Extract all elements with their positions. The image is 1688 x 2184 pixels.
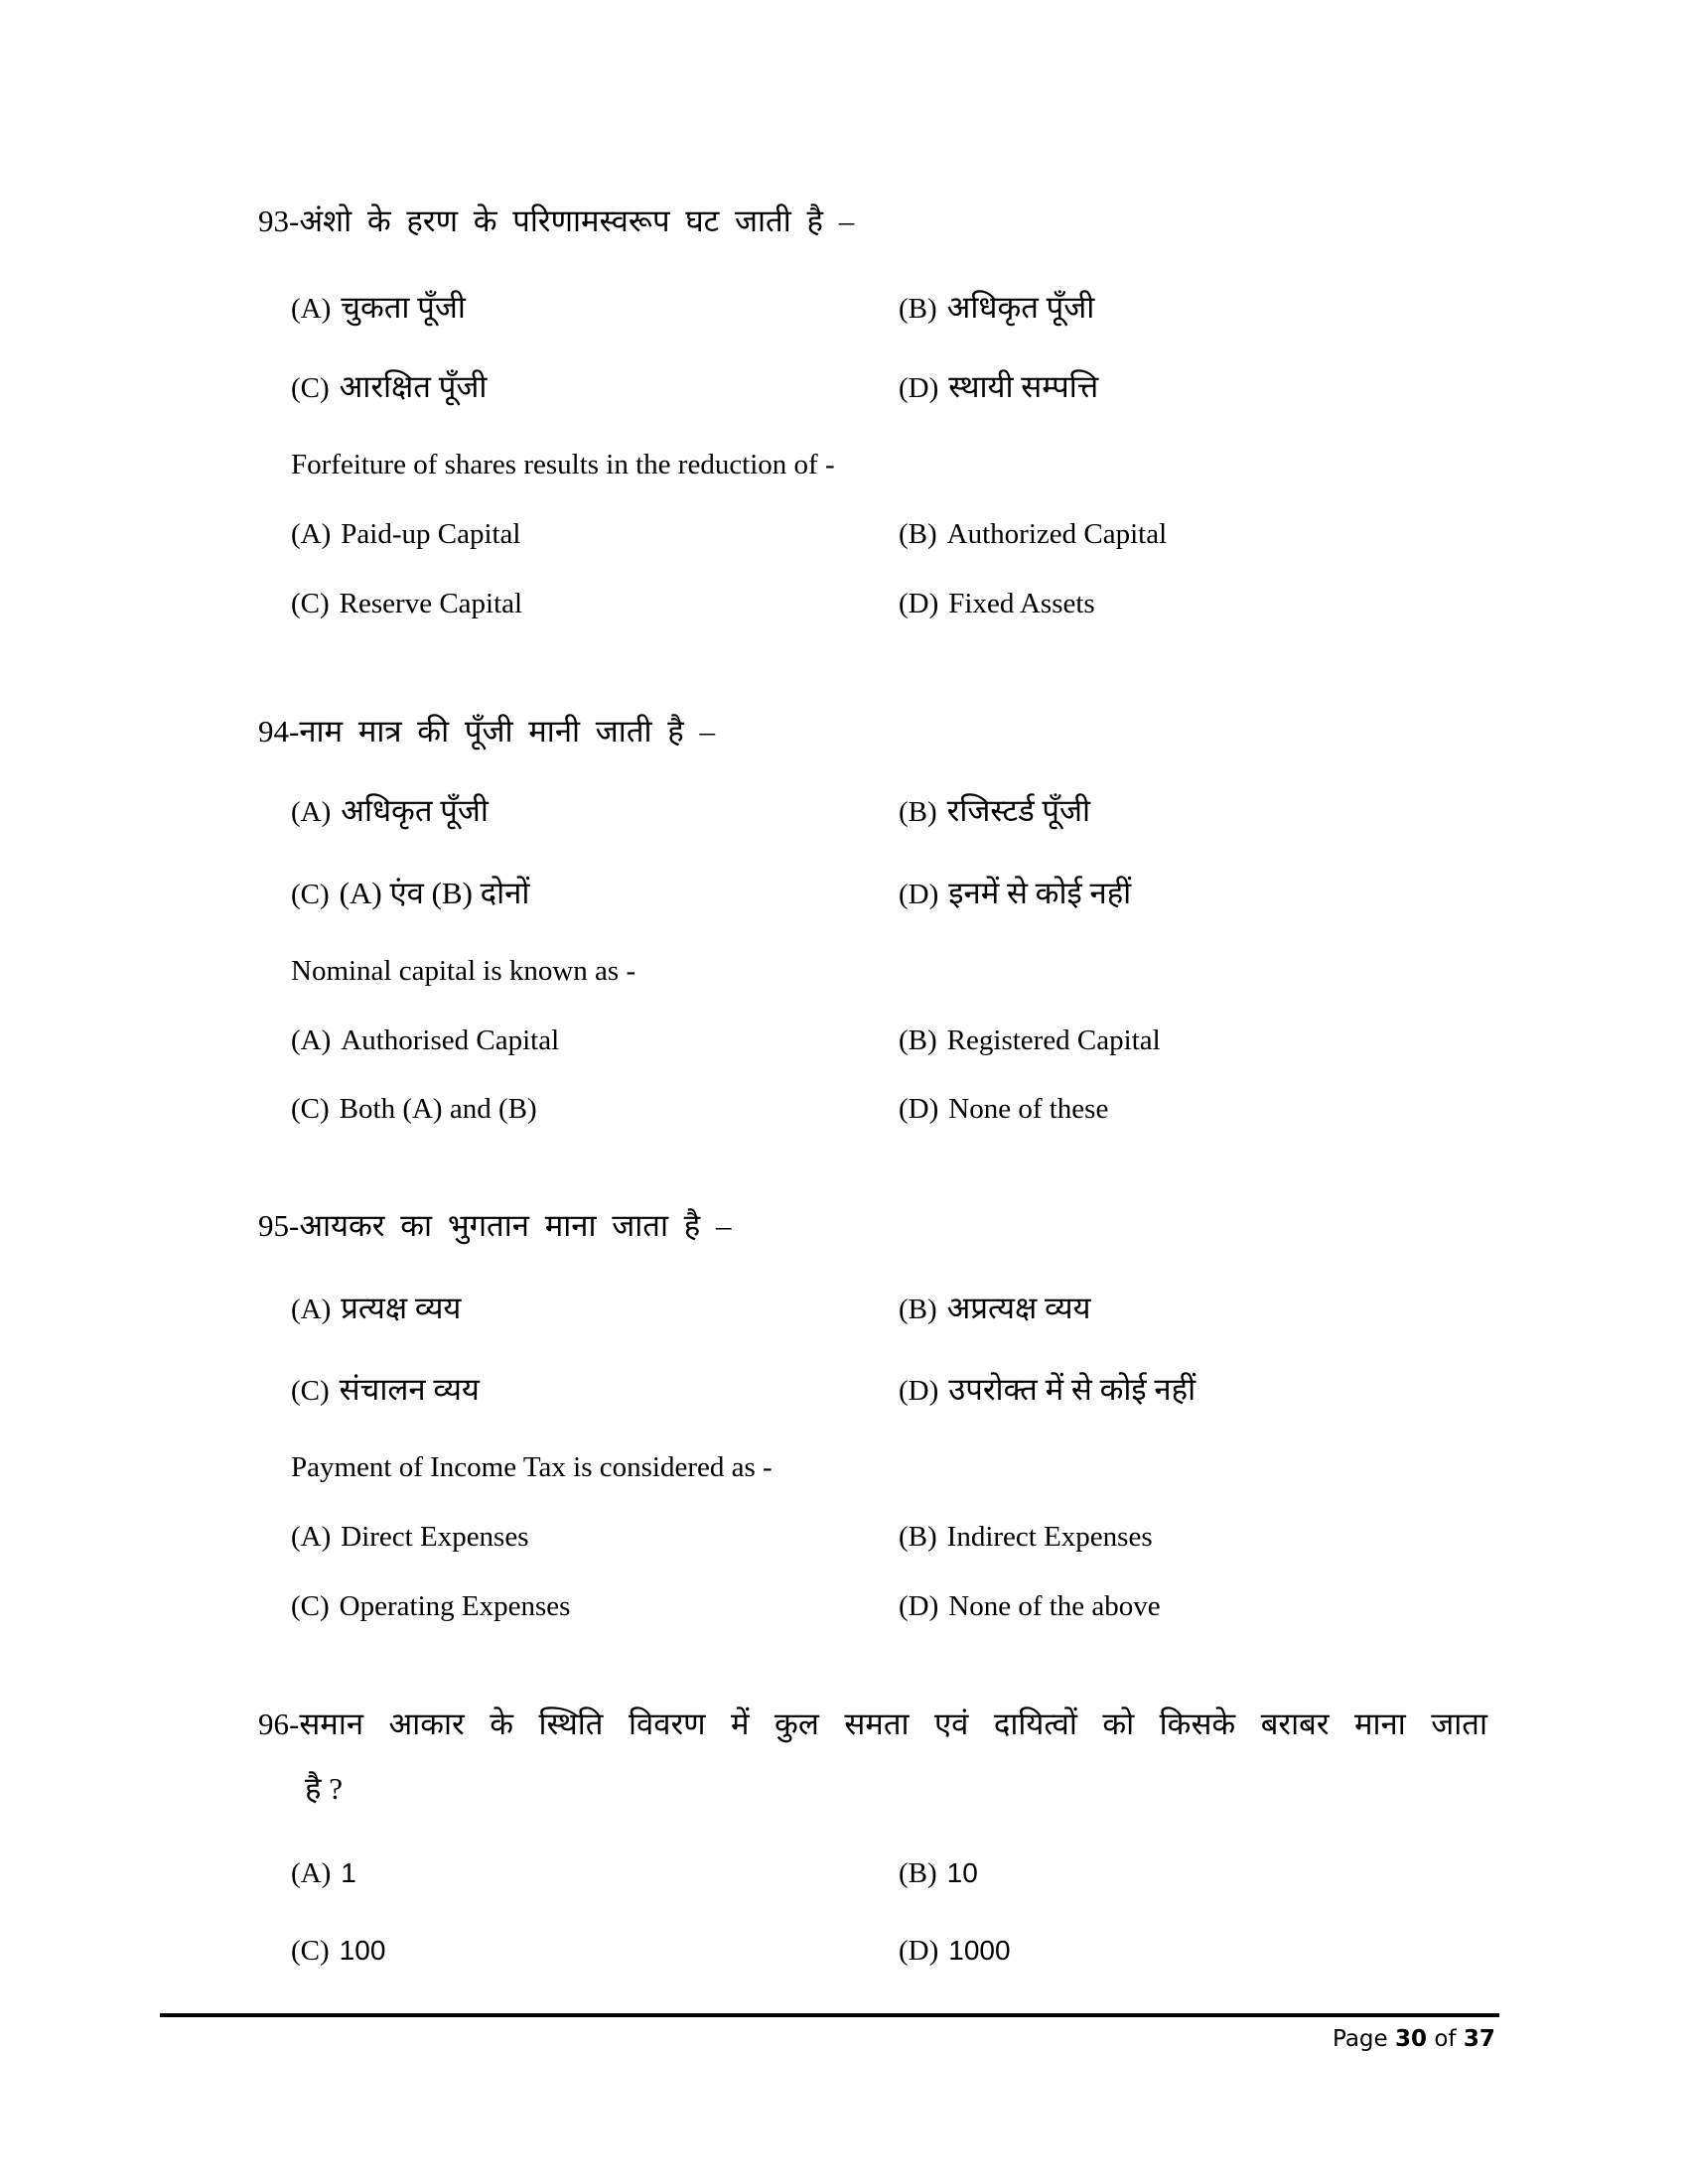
option-b xyxy=(899,1287,1091,1330)
option-label: (C) xyxy=(291,879,330,910)
option-label: (D) xyxy=(899,1935,939,1967)
question-95-english: Payment of Income Tax is considered as - xyxy=(291,1451,773,1483)
total-pages: 37 xyxy=(1463,2026,1495,2052)
option-text: None of the above xyxy=(948,1590,1161,1622)
option-label: (C) xyxy=(291,372,330,404)
option-b xyxy=(899,1019,1161,1062)
option-label: (A) xyxy=(291,518,332,550)
option-a xyxy=(291,512,521,556)
question-93-english: Forfeiture of shares results in the reduction of - xyxy=(291,449,835,480)
option-d xyxy=(899,1087,1108,1131)
option-text: 1000 xyxy=(948,1935,1011,1966)
option-label: (A) xyxy=(291,1294,332,1325)
option-text: रजिस्टर्ड पूँजी xyxy=(946,793,1091,828)
option-a xyxy=(291,1019,559,1062)
option-label: (B) xyxy=(899,1294,937,1325)
option-b xyxy=(899,512,1167,556)
option-label: (B) xyxy=(899,1024,937,1056)
question-number: 93- xyxy=(258,204,300,238)
option-label: (D) xyxy=(899,1590,939,1622)
option-label: (B) xyxy=(899,796,937,828)
question-text: आयकर का भुगतान माना जाता है – xyxy=(299,1208,732,1243)
option-text: Authorised Capital xyxy=(341,1024,560,1056)
option-label: (D) xyxy=(899,879,939,910)
option-a xyxy=(291,286,466,330)
option-label: (D) xyxy=(899,1093,939,1125)
option-a xyxy=(291,1287,461,1330)
option-text: Registered Capital xyxy=(946,1024,1161,1056)
option-c xyxy=(291,1368,480,1412)
option-d xyxy=(899,365,1098,409)
option-label: (A) xyxy=(291,1024,332,1056)
option-text: स्थायी सम्पत्ति xyxy=(948,369,1099,404)
option-label: (A) xyxy=(291,1521,332,1553)
option-text: संचालन व्यय xyxy=(339,1372,480,1407)
question-text: अंशो के हरण के परिणामस्वरूप घट जाती है – xyxy=(299,204,855,238)
option-text: इनमें से कोई नहीं xyxy=(948,876,1132,910)
option-text: 1 xyxy=(341,1857,356,1888)
option-c xyxy=(291,365,487,409)
question-96-hindi-line2: है ? xyxy=(305,1771,343,1806)
option-text: Fixed Assets xyxy=(948,588,1095,619)
current-page: 30 xyxy=(1395,2026,1428,2052)
option-label: (C) xyxy=(291,1093,330,1125)
option-d xyxy=(899,1929,1011,1973)
question-number: 96- xyxy=(258,1706,300,1741)
option-d xyxy=(899,872,1131,915)
option-b xyxy=(899,1515,1153,1559)
footer-divider xyxy=(160,2013,1499,2017)
option-text: Reserve Capital xyxy=(339,588,523,619)
option-text: चुकता पूँजी xyxy=(341,290,466,325)
page-of: of xyxy=(1434,2026,1457,2052)
question-number: 95- xyxy=(258,1208,300,1243)
option-text: Authorized Capital xyxy=(946,518,1168,550)
option-text: आरक्षित पूँजी xyxy=(339,369,488,404)
option-text: अधिकृत पूँजी xyxy=(341,793,489,828)
option-text: 100 xyxy=(339,1935,386,1966)
option-d xyxy=(899,1368,1196,1412)
question-number: 94- xyxy=(258,714,300,749)
option-label: (C) xyxy=(291,588,330,619)
option-label: (C) xyxy=(291,1935,330,1967)
option-d xyxy=(899,1584,1161,1628)
option-label: (D) xyxy=(899,1375,939,1407)
option-label: (A) xyxy=(291,796,332,828)
option-label: (D) xyxy=(899,372,939,404)
page-prefix: Page xyxy=(1333,2026,1388,2052)
option-b xyxy=(899,1851,978,1895)
question-text: नाम मात्र की पूँजी मानी जाती है – xyxy=(299,714,715,749)
option-c xyxy=(291,872,529,915)
option-text: प्रत्यक्ष व्यय xyxy=(341,1291,462,1325)
option-b xyxy=(899,789,1090,833)
option-c xyxy=(291,1929,385,1973)
page-number xyxy=(1333,2021,1495,2057)
question-text: समान आकार के स्थिति विवरण में कुल समता एवं दायित्वों को किसके बराबर माना जाता xyxy=(299,1706,1487,1741)
option-label: (A) xyxy=(291,1857,332,1889)
question-93-hindi xyxy=(258,200,854,243)
option-label: (B) xyxy=(899,1521,937,1553)
option-text: 10 xyxy=(946,1857,978,1888)
option-text: None of these xyxy=(948,1093,1109,1125)
option-text: Operating Expenses xyxy=(339,1590,571,1622)
question-95-hindi xyxy=(258,1204,731,1248)
question-94-hindi xyxy=(258,710,715,753)
option-text: अधिकृत पूँजी xyxy=(946,290,1095,325)
option-text: Direct Expenses xyxy=(341,1521,529,1553)
option-text: उपरोक्त में से कोई नहीं xyxy=(948,1372,1196,1407)
option-label: (C) xyxy=(291,1590,330,1622)
option-label: (B) xyxy=(899,518,937,550)
question-94-english: Nominal capital is known as - xyxy=(291,955,636,987)
option-text: Both (A) and (B) xyxy=(339,1093,537,1125)
option-c xyxy=(291,1087,537,1131)
option-c xyxy=(291,1584,570,1628)
option-label: (C) xyxy=(291,1375,330,1407)
option-text: Indirect Expenses xyxy=(946,1521,1153,1553)
option-label: (D) xyxy=(899,588,939,619)
option-label: (B) xyxy=(899,1857,937,1889)
option-a xyxy=(291,1851,356,1895)
option-text: (A) एंव (B) दोनों xyxy=(339,876,530,910)
option-text: Paid-up Capital xyxy=(341,518,521,550)
option-label: (B) xyxy=(899,293,937,325)
option-c xyxy=(291,582,522,625)
option-a xyxy=(291,789,489,833)
option-d xyxy=(899,582,1095,625)
question-96-hindi-line1 xyxy=(258,1703,1487,1746)
option-label: (A) xyxy=(291,293,332,325)
option-b xyxy=(899,286,1094,330)
option-text: अप्रत्यक्ष व्यय xyxy=(946,1291,1091,1325)
option-a xyxy=(291,1515,529,1559)
